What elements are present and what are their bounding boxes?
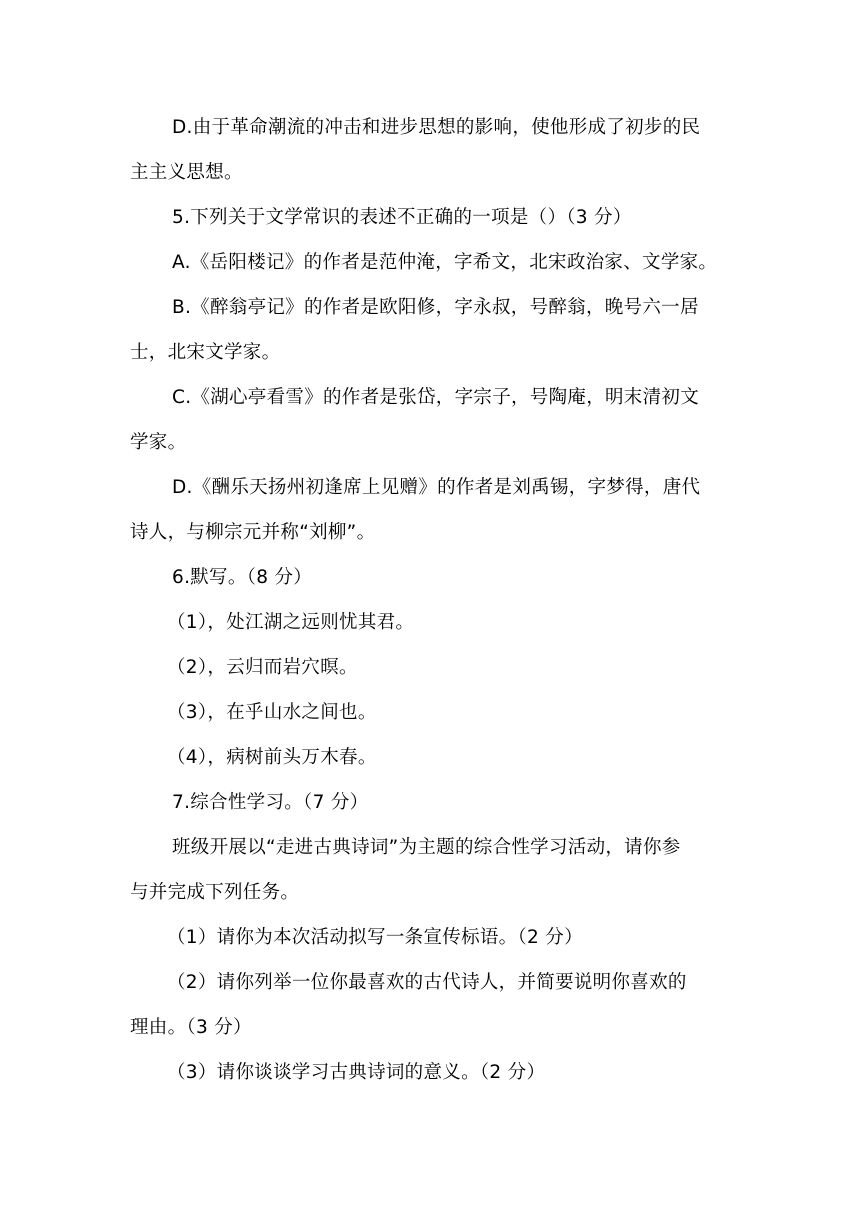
question-7-intro-line-1: 班级开展以“走进古典诗词”为主题的综合性学习活动，请你参 — [172, 837, 681, 858]
question-5-option-c-line-2: 学家。 — [130, 432, 187, 453]
question-6-item-3: （3），在乎山水之间也。 — [167, 702, 377, 723]
question-7-task-2-line-2: 理由。（3 分） — [130, 1017, 252, 1038]
option-d-line-1: D.由于革命潮流的冲击和进步思想的影响，使他形成了初步的民 — [172, 117, 701, 138]
question-5-option-a: A.《岳阳楼记》的作者是范仲淹，字希文，北宋政治家、文学家。 — [172, 252, 718, 273]
question-5-option-b-line-2: 士，北宋文学家。 — [130, 342, 281, 363]
question-7-stem: 7.综合性学习。（7 分） — [172, 792, 369, 813]
question-6-item-2: （2），云归而岩穴暝。 — [167, 657, 358, 678]
question-7-task-1: （1）请你为本次活动拟写一条宣传标语。（2 分） — [167, 927, 583, 948]
question-6-stem: 6.默写。（8 分） — [172, 567, 313, 588]
question-5-option-b-line-1: B.《醉翁亭记》的作者是欧阳修，字永叔，号醉翁，晚号六一居 — [172, 297, 699, 318]
question-5-stem: 5.下列关于文学常识的表述不正确的一项是（）（3 分） — [172, 207, 632, 228]
question-7-task-2-line-1: （2）请你列举一位你最喜欢的古代诗人，并简要说明你喜欢的 — [167, 972, 687, 993]
question-7-intro-line-2: 与并完成下列任务。 — [130, 882, 300, 903]
question-7-task-3: （3）请你谈谈学习古典诗词的意义。（2 分） — [167, 1062, 546, 1083]
question-5-option-d-line-2: 诗人，与柳宗元并称“刘柳”。 — [130, 522, 376, 543]
question-5-option-d-line-1: D.《酬乐天扬州初逢席上见赠》的作者是刘禹锡，字梦得，唐代 — [172, 477, 701, 498]
option-d-line-2: 主主义思想。 — [130, 162, 243, 183]
question-5-option-c-line-1: C.《湖心亭看雪》的作者是张岱，字宗子，号陶庵，明末清初文 — [172, 387, 700, 408]
question-6-item-1: （1），处江湖之远则忧其君。 — [167, 612, 415, 633]
question-6-item-4: （4），病树前头万木春。 — [167, 747, 377, 768]
